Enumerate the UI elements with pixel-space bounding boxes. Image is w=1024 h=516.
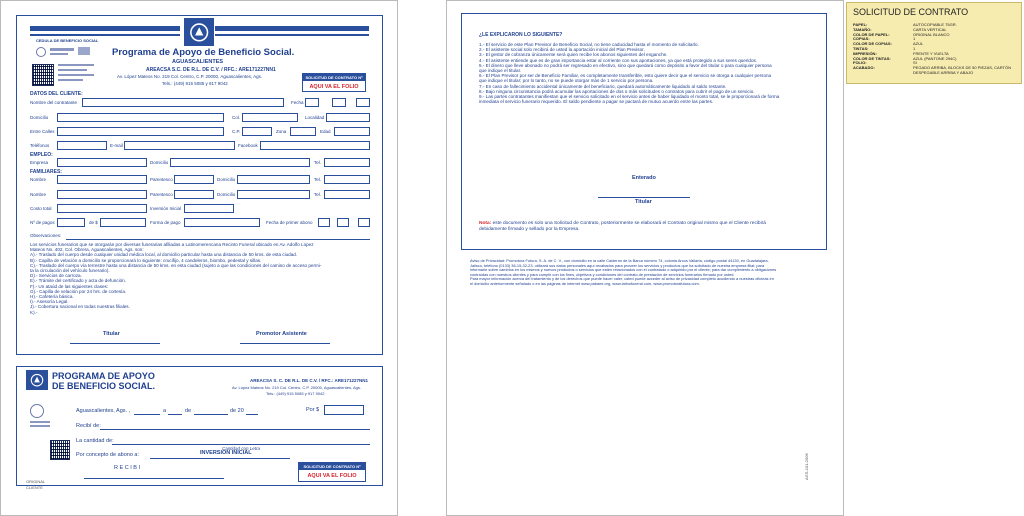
initial-investment-input[interactable]: [184, 204, 234, 213]
family-tel-2-input[interactable]: [324, 190, 370, 199]
back-item: inmediata el servicio funerario requerido. El saldo pendiente a pagar se pactará de mutuo acuerdo entre las partes.: [479, 99, 714, 105]
spec-key: COLOR DE COPIAS:: [853, 41, 892, 47]
service-line: E).- Trámite del certificado y acta de defunción.: [30, 278, 127, 284]
service-line: C).- Traslado del cuerpo vía terrestre hasta una distancia de 50 kms. en esta ciudad (sujeto a que las condiciones del camino de acceso permi-: [30, 262, 322, 268]
spec-value: 1: [913, 45, 916, 51]
receipt-recibi: R E C I B I: [114, 465, 140, 471]
back-heading: ¿LE EXPLICARON LO SIGUIENTE?: [479, 32, 563, 38]
back-note-line-1: este documento es solo una Solicitud de Contrato, posteriormente se elaborará el Contrato original mismo que el Cliente recibirá: [492, 221, 766, 226]
receipt-sign-line[interactable]: [84, 478, 224, 479]
request-label: SOLICITUD DE CONTRATO Nº: [305, 75, 363, 80]
spec-title: SOLICITUD DE CONTRATO: [853, 7, 969, 17]
label-home-2: Domicilio: [217, 192, 236, 197]
spec-rows: [847, 17, 1021, 76]
phones-line: Tels.: (449) 915 5085 y 917 9042: [162, 81, 228, 86]
sat-info: [58, 64, 94, 86]
work-tel-input[interactable]: [324, 158, 370, 167]
privacy-line: Para mayor información acerca del tratamiento y de los derechos que puede hacer valer, usted puede acceder al aviso de privacidad completo acudiendo a nuestras oficinas en: [470, 276, 774, 282]
service-line: Los servicios funerarios que se otorgarán por diversas funerarias afiliadas a Latinomerencana Recinto Funeral ubicado en Av. Adolfo Lopez: [30, 242, 314, 247]
label-age: Edad: [320, 129, 331, 134]
relationship-1-input[interactable]: [174, 175, 214, 184]
brand-logo: [184, 18, 214, 46]
side-code: AGS-101-2006: [804, 453, 809, 480]
receipt-city: Aguascalientes, Ags. ,: [76, 408, 131, 414]
label-between: Entre Calles: [30, 129, 55, 134]
home-1-input[interactable]: [237, 175, 310, 184]
address-input[interactable]: [57, 113, 224, 122]
receipt-day2-line[interactable]: [168, 414, 182, 415]
label-relationship-2: Parentesco: [150, 192, 173, 197]
receipt-address: Av. López Mateos No. 219 Col. Centro, C.P. 20000, Aguascalientes, Ags.: [232, 385, 361, 390]
home-2-input[interactable]: [237, 190, 310, 199]
spec-value: PEGADO ARRIBA, BLOCKS DE 50 PIEZAS, CARTÓN: [913, 65, 1011, 71]
header-bar-2: [30, 34, 180, 36]
spec-key: COLOR DE TINTAS:: [853, 55, 891, 61]
back-note-line-2: debidamente firmado y sellado por la Empresa.: [479, 226, 580, 232]
folio-number: AQUI VA EL FOLIO: [309, 83, 359, 90]
first-payment-day-input[interactable]: [318, 218, 330, 227]
privacy-line: Aviso de Privacidad: Promotora Futura, S. A. de C. V., con domicilio en la calle Calderón de la Barca número 74, colonia Arcos Vallarta, código postal 44130, en Guadalajara,: [470, 258, 769, 263]
receipt-month-line[interactable]: [194, 414, 228, 415]
family-name-1-input[interactable]: [57, 175, 147, 184]
service-line: I).- Asesoría Legal.: [30, 299, 69, 305]
receipt-de: de: [185, 408, 192, 414]
date-day-input[interactable]: [305, 98, 319, 107]
label-company: Empresa: [30, 160, 49, 165]
spec-key: TAMAÑO:: [853, 26, 872, 32]
label-facebook: Facebook: [238, 143, 258, 148]
spec-value: SI: [913, 60, 917, 66]
spec-value: AZUL: [913, 41, 924, 47]
email-input[interactable]: [124, 141, 235, 150]
spec-value: AUTOCOPIABLE 75GR.: [913, 22, 957, 27]
service-line: J).- Cobertura nacional en todas nuestras filiales.: [30, 304, 130, 310]
label-cp: C.P.: [232, 129, 241, 134]
contract-subtitle: AGUASCALIENTES: [172, 59, 224, 65]
receipt-title-2: DE BENEFICIO SOCIAL.: [52, 381, 156, 391]
privacy-line: informarle sobre cambios en los mismos y nuevos productos o servicios que estén relacionados con el contratado o adquirido por el cliente; para dar cumplimiento a obligaciones: [470, 267, 777, 273]
back-item: 4.- El asistente entiende que es de gran importancia estar al corriente con sus aportaciones, ya que está protegido a sus seres queridos.: [479, 57, 758, 63]
back-item: 1.- El servicio de este Plan Previsor de Beneficio Social, no tiene caducidad hasta el momento de solicitarlo.: [479, 42, 699, 47]
spec-key: COPIAS:: [853, 36, 870, 42]
num-payments-input[interactable]: [57, 218, 85, 227]
copy-label-client: CLIENTE: [26, 485, 43, 490]
spec-key: ACABADO:: [853, 65, 875, 71]
label-locality: Localidad: [305, 115, 325, 120]
header-bar-top: [30, 26, 180, 31]
receipt-concept-value: INVERSION INICIAL: [200, 450, 252, 456]
service-line: F).- Un ataúd de las siguientes clases:: [30, 283, 109, 289]
receipt-a: a: [163, 408, 167, 414]
receipt-amount-label: La cantidad de:: [76, 438, 114, 444]
receipt-amount-input[interactable]: [324, 405, 364, 415]
back-titular: Titular: [635, 199, 652, 205]
date-month-input[interactable]: [332, 98, 346, 107]
spec-value: ORIGINAL BLANCO: [913, 31, 950, 37]
contractor-name-input[interactable]: [82, 98, 284, 107]
service-line: Mateos No. 402, Col. Obrera, Aguascalientes, Ags. son:: [30, 247, 144, 253]
address-line: Av. López Mateos No. 219 Col. Centro, C.P. 20000, Aguascalientes, Ags.: [117, 74, 263, 79]
label-tel-2: Tel.: [314, 192, 322, 197]
label-col: Col.: [232, 115, 241, 120]
payment-form-input[interactable]: [184, 218, 260, 227]
service-line: H).- Cafetería básica.: [30, 294, 74, 300]
receipt-year-line[interactable]: [246, 414, 258, 415]
gov-logos: [36, 45, 91, 59]
privacy-line: contraídas con nuestros clientes y para cumplir con los fines, objetivos y condiciones del contrato de prestación de servicios funerarios firmado por usted.: [470, 271, 735, 277]
privacy-line: el domicilio anteriormente señalado o en las páginas de internet www.pabamr.org, www.latinofuneral.com, www.promotorafutura.com.: [470, 280, 700, 286]
family-tel-1-input[interactable]: [324, 175, 370, 184]
label-num-payments: Nº de pagos: [30, 220, 55, 225]
copy-label-original: ORIGINAL: [26, 479, 46, 484]
back-item: 8.- Bajo ninguna circunstancia podrá acumular las aportaciones de dos o más solicitudes o contratos para cubrir el pago de un servicio.: [479, 88, 755, 94]
service-line: A).- Traslado del cuerpo desde cualquier unidad médica local, al domicilio particular hasta una distancia de 50 kms. de esta ciudad.: [30, 252, 298, 258]
payment-amount-input[interactable]: [100, 218, 146, 227]
back-item: 6.- El Plan Previsor por ser de Beneficio Familiar, es completamente transferible, esto quiere decir que el servicio se otorga a cualquier persona: [479, 73, 772, 79]
section-family: FAMILIARES:: [30, 169, 62, 175]
header-bar-top-right: [215, 26, 369, 31]
receipt-concept-label: Por concepto de abono a:: [76, 452, 139, 458]
holder-signature-line[interactable]: [70, 343, 160, 344]
label-home-1: Domicilio: [217, 177, 236, 182]
back-item: 9.- Las partes contratantes manifiestan que el servicio solicitado en el servicio antes de haber liquidado el monto total, se le proporcionará de forma: [479, 94, 780, 100]
receipt-day-line[interactable]: [134, 414, 160, 415]
label-of: de $: [89, 220, 98, 225]
header-bar-2-right: [215, 34, 369, 36]
spec-key: PAPEL:: [853, 22, 868, 27]
service-line: B).- Capilla de velación a domicilio se proporcionará lo siguiente: crucifijo, 4 candeleros, biombo, pedestal y sillas.: [30, 257, 262, 263]
colony-input[interactable]: [242, 113, 298, 122]
spec-card: [846, 2, 1022, 84]
phones-input[interactable]: [57, 141, 107, 150]
mini-header: CEDULA DE BENEFICIO SOCIAL: [36, 38, 99, 43]
between-streets-input[interactable]: [57, 127, 224, 136]
company-line: AREACSA S.C. DE R.L. DE C.V. / RFC.: ARE171227NN1: [146, 67, 276, 73]
spec-key: FOLIO:: [853, 60, 867, 66]
receipt-phones: Tels.: (449) 915 5085 y 917 9042: [266, 391, 325, 396]
label-first-payment: Fecha de primer abono: [266, 220, 313, 225]
back-item: 5.- El dinero que lleve abonado no podrá ser regresado en efectivo, sino que quedará como depósito a favor del titular o para cualquier persona: [479, 62, 772, 68]
observations-line[interactable]: [66, 239, 370, 240]
date-year-input[interactable]: [356, 98, 370, 107]
back-item: que indique el titular.: [479, 68, 522, 74]
receipt-logo: [26, 370, 48, 390]
spec-value: CARTA VERTICAL: [913, 26, 947, 32]
receipt-amount-line[interactable]: [112, 444, 370, 445]
receipt-company: AREACSA S. C. DE R.L. DE C.V. / RFC.: ARE171227NN1: [250, 378, 369, 383]
label-date: Fecha: [291, 100, 304, 105]
label-address: Domicilio: [30, 115, 49, 120]
label-payment-form: Forma de pago: [150, 220, 181, 225]
qr-code: [32, 64, 54, 86]
label-work-tel: Tel.: [314, 160, 322, 165]
spec-value: DESPEGABLE ARRIBA Y ABAJO: [913, 69, 974, 75]
promoter-signature-line[interactable]: [240, 343, 330, 344]
receipt-folio: AQUI VA EL FOLIO: [307, 473, 357, 479]
spec-key: COLOR DE PAPEL:: [853, 31, 890, 37]
request-box: [302, 73, 366, 92]
service-line: ta la circulación del vehículo funerario).: [30, 268, 110, 274]
label-contractor: Nombre del contratante: [30, 100, 78, 105]
label-relationship-1: Parentesco: [150, 177, 173, 182]
age-input[interactable]: [334, 127, 370, 136]
back-enterado: Enterado: [632, 175, 656, 181]
back-item: que indique el titular; por lo tanto, no se puede otorgar más de 1 servicio por persona.: [479, 78, 654, 84]
label-email: E-mail: [110, 143, 123, 148]
label-zone: Zona: [276, 129, 287, 134]
total-cost-input[interactable]: [57, 204, 147, 213]
spec-row: [853, 71, 1021, 76]
back-item: 7.- En caso de fallecimiento accidental únicamente del beneficiario, quedará automáticamente liquidado al saldo restante.: [479, 83, 727, 89]
spec-key: [853, 71, 913, 76]
back-signature-line[interactable]: [598, 197, 690, 198]
label-initial-investment: Inversión Inicial: [150, 206, 182, 211]
back-item: 2.- El asistente social solo recibirá de usted la aportación inicial del Plan Previsor.: [479, 47, 645, 53]
receipt-recibi-de: Recibí de:: [76, 423, 101, 429]
label-total-cost: Costo total: [30, 206, 52, 211]
label-tel-1: Tel.: [314, 177, 322, 182]
section-employment: EMPLEO:: [30, 152, 53, 158]
spec-key: TINTAS:: [853, 45, 869, 51]
receipt-request-box: [298, 462, 366, 482]
receipt-por: Por $: [306, 407, 320, 413]
service-line: G).- Capilla de velación por 24 hrs. de cortesía.: [30, 288, 127, 294]
holder-signature-label: Titular: [103, 331, 120, 337]
receipt-request-label: SOLICITUD DE CONTRATO Nº: [303, 464, 361, 469]
receipt-gov-logos: [30, 404, 50, 434]
receipt-concept-line[interactable]: [150, 458, 290, 459]
label-family-name-1: Nombre: [30, 177, 47, 182]
back-note-label: Nota:: [479, 221, 492, 226]
receipt-de20: de 20: [230, 408, 244, 414]
company-input[interactable]: [57, 158, 147, 167]
receipt-title-1: PROGRAMA DE APOYO: [52, 371, 155, 381]
spec-value: 1: [913, 36, 916, 42]
back-item: 3.- El gestor de cobranza únicamente será quien recibe los abonos siguientes del enganche.: [479, 52, 668, 58]
promoter-signature-label: Promotor Asistente: [256, 331, 307, 337]
privacy-line: Jalisco, teléfono (0133) 36-15-32-23, utilizará sus datos personales aquí recabados para proveer los servicios y productos que ha solicitado de nuestra empresa filial; para: [470, 262, 765, 268]
service-line: D).- Servicios de carroza.: [30, 273, 82, 279]
facebook-input[interactable]: [260, 141, 370, 150]
services-text: [30, 242, 375, 315]
label-phones: Teléfonos: [30, 143, 50, 148]
receipt-amount-hint: Cantidad con Letra: [222, 446, 261, 451]
cp-input[interactable]: [242, 127, 272, 136]
work-address-input[interactable]: [170, 158, 310, 167]
spec-value: AZUL (PANTONE 294C): [913, 55, 957, 61]
family-name-2-input[interactable]: [57, 190, 147, 199]
back-note: [479, 221, 819, 232]
spec-value: FRENTE Y VUELTA: [913, 50, 949, 56]
relationship-2-input[interactable]: [174, 190, 214, 199]
spec-key: IMPRESIÓN:: [853, 50, 877, 56]
first-payment-year-input[interactable]: [358, 218, 370, 227]
first-payment-month-input[interactable]: [337, 218, 349, 227]
receipt-qr-code: [50, 440, 70, 460]
service-line: K).-: [30, 309, 38, 315]
back-items: [479, 42, 824, 104]
contract-title: Programa de Apoyo de Beneficio Social.: [112, 47, 295, 58]
label-observations: Observaciones:: [30, 233, 62, 238]
zone-input[interactable]: [290, 127, 316, 136]
label-work-address: Domicilio: [150, 160, 169, 165]
label-family-name-2: Nombre: [30, 192, 47, 197]
section-client: DATOS DEL CLIENTE:: [30, 91, 83, 97]
receipt-from-line[interactable]: [100, 429, 370, 430]
locality-input[interactable]: [326, 113, 370, 122]
privacy-notice: [470, 259, 820, 287]
